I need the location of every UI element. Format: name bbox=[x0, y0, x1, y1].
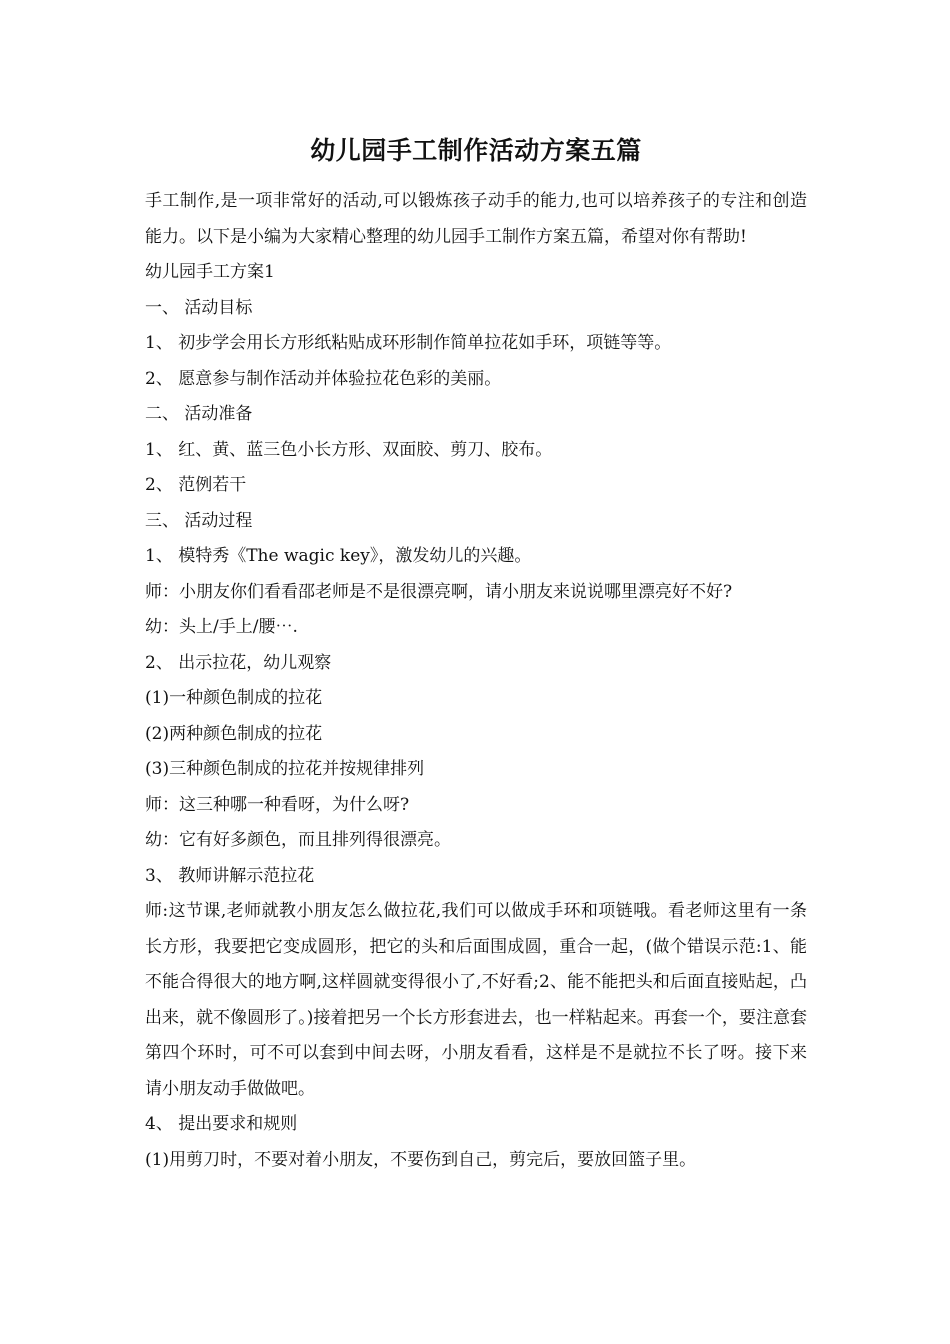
child-line-1: 幼：头上/手上/腰⋯. bbox=[145, 617, 298, 637]
teacher-demonstration-paragraph: 师:这节课,老师就教小朋友怎么做拉花,我们可以做成手环和项链哦。看老师这里有一条长方形，我要把它变成圆形，把它的头和后面围成圆，重合一起，(做个错误示范:1、能不能合得很大的地方啊,这样圆就变得很小了,不好看;2、能不能把头和后面直接贴起，凸出来，就不像圆形了。)接着把另一个长方形套进去，也一样粘起来。再套一个，要注意套第四个环时，可不可以套到中间去呀，小朋友看看，这样是不是就拉不长了呀。接下来请小朋友动手做做吧。 bbox=[145, 901, 807, 1099]
intro-paragraph: 手工制作,是一项非常好的活动,可以锻炼孩子动手的能力,也可以培养孩子的专注和创造能力。以下是小编为大家精心整理的幼儿园手工制作方案五篇，希望对你有帮助! bbox=[145, 191, 807, 247]
preparation-item-2: 2、 范例若干 bbox=[145, 475, 247, 495]
teacher-line-1: 师：小朋友你们看看邵老师是不是很漂亮啊，请小朋友来说说哪里漂亮好不好? bbox=[145, 581, 733, 602]
process-sub-item-1: (1)一种颜色制成的拉花 bbox=[145, 688, 323, 708]
document-title: 幼儿园手工制作活动方案五篇 bbox=[310, 136, 642, 165]
rule-item-1: (1)用剪刀时，不要对着小朋友，不要伤到自己，剪完后，要放回篮子里。 bbox=[145, 1149, 697, 1170]
section-heading-process: 三、 活动过程 bbox=[145, 510, 253, 531]
plan-heading: 幼儿园手工方案1 bbox=[145, 262, 275, 282]
process-sub-item-2: (2)两种颜色制成的拉花 bbox=[145, 723, 323, 744]
process-step-1: 1、 模特秀《The wagic key》，激发幼儿的兴趣。 bbox=[145, 546, 532, 566]
preparation-item-1: 1、 红、黄、蓝三色小长方形、双面胶、剪刀、胶布。 bbox=[145, 439, 553, 460]
process-sub-item-3: (3)三种颜色制成的拉花并按规律排列 bbox=[145, 759, 425, 779]
document-page bbox=[145, 132, 807, 1178]
teacher-line-2: 师：这三种哪一种看呀，为什么呀? bbox=[145, 794, 410, 815]
process-step-2: 2、 出示拉花，幼儿观察 bbox=[145, 652, 332, 673]
goal-item-2: 2、 愿意参与制作活动并体验拉花色彩的美丽。 bbox=[145, 368, 502, 389]
child-line-2: 幼：它有好多颜色，而且排列得很漂亮。 bbox=[145, 830, 451, 850]
section-heading-goals: 一、 活动目标 bbox=[145, 297, 253, 318]
goal-item-1: 1、 初步学会用长方形纸粘贴成环形制作简单拉花如手环，项链等等。 bbox=[145, 333, 672, 353]
process-step-4: 4、 提出要求和规则 bbox=[145, 1114, 298, 1134]
process-step-3: 3、 教师讲解示范拉花 bbox=[145, 865, 315, 886]
section-heading-preparation: 二、 活动准备 bbox=[145, 404, 253, 424]
